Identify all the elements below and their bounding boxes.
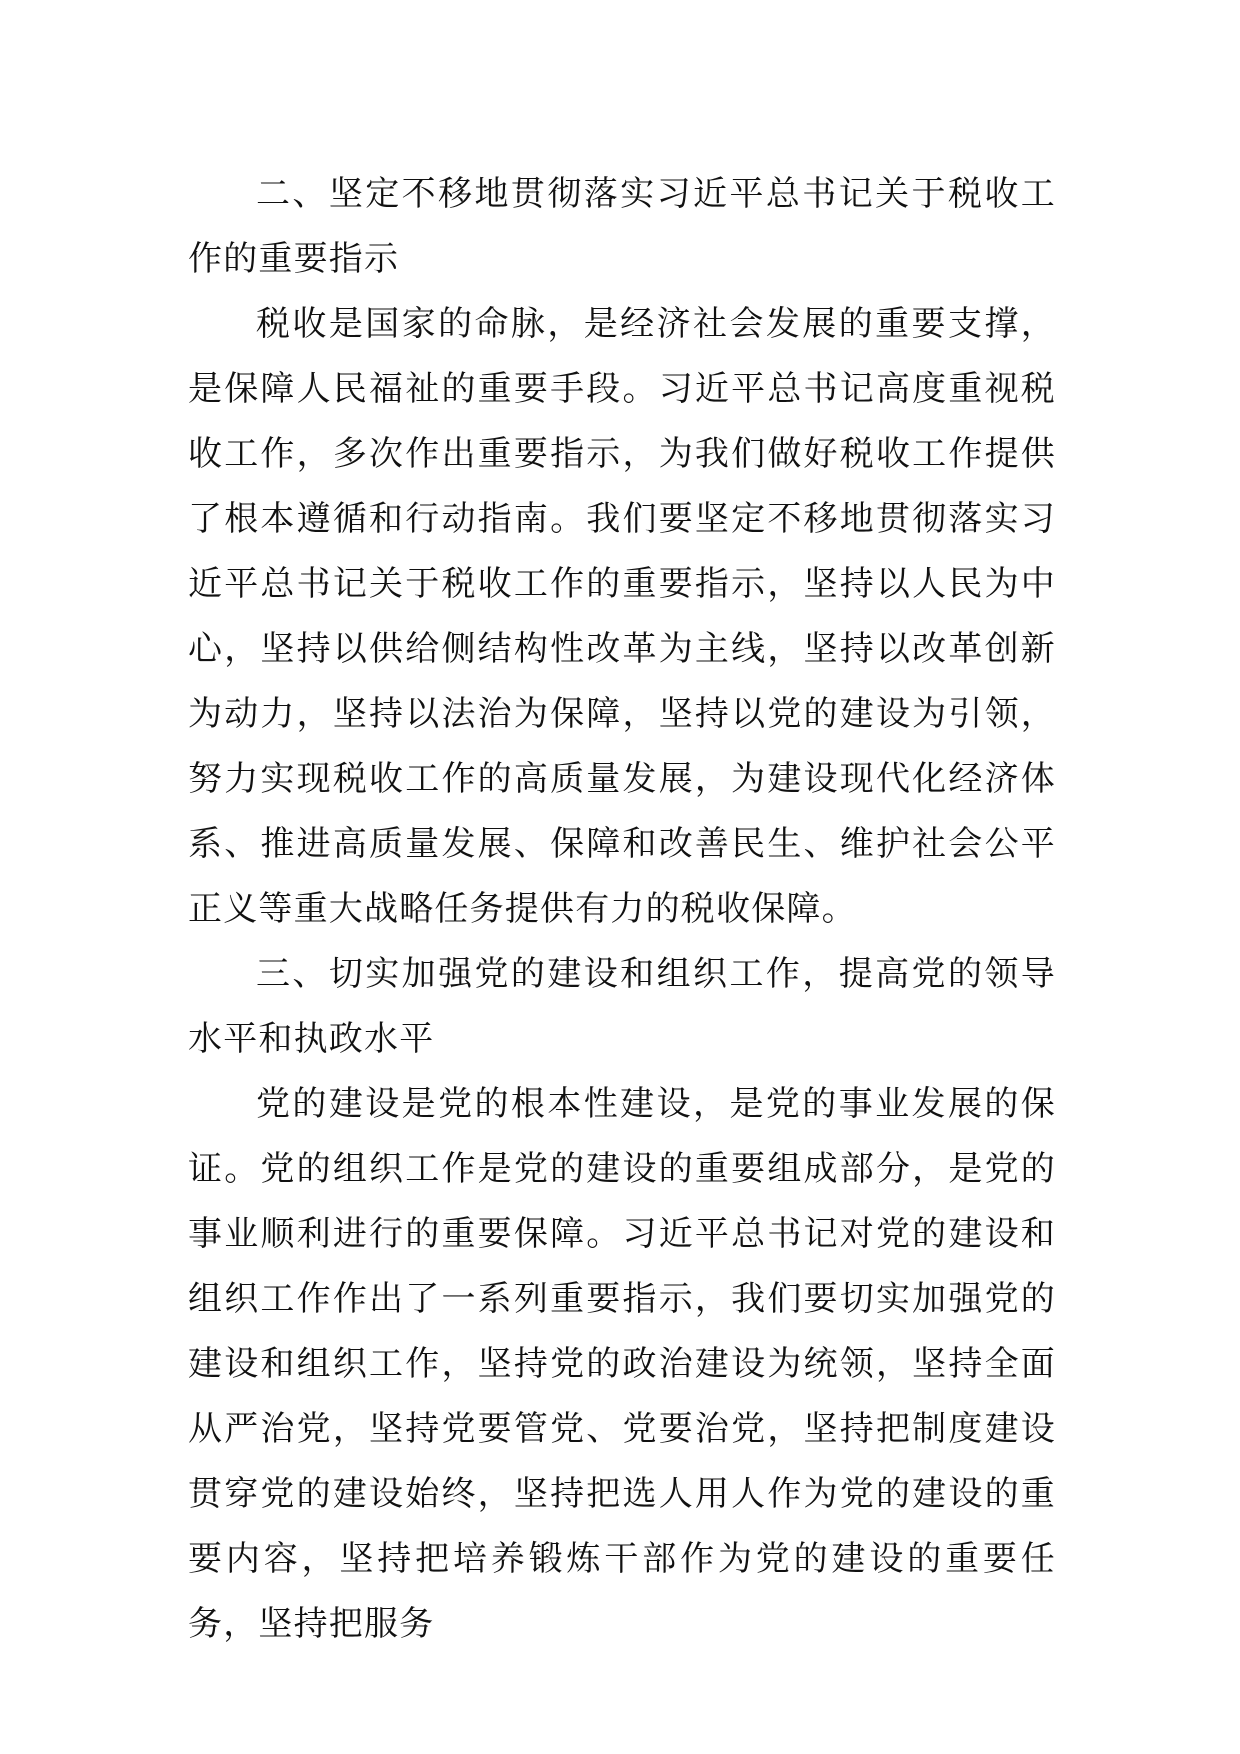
body-paragraph-2: 党的建设是党的根本性建设，是党的事业发展的保证。党的组织工作是党的建设的重要组成部分，是党的事业顺利进行的重要保障。习近平总书记对党的建设和组织工作作出了一系列重要指示，我们要切实加强党的建设和组织工作，坚持党的政治建设为统领，坚持全面从严治党，坚持党要管党、党要治党，坚持把制度建设贯穿党的建设始终，坚持把选人用人作为党的建设的重要内容，坚持把培养锻炼干部作为党的建设的重要任务，坚持把服务 (188, 1084, 1056, 1644)
section-heading-3: 三、切实加强党的建设和组织工作，提高党的领导水平和执政水平 (188, 954, 1056, 1059)
body-paragraph-1: 税收是国家的命脉，是经济社会发展的重要支撑，是保障人民福祉的重要手段。习近平总书记高度重视税收工作，多次作出重要指示，为我们做好税收工作提供了根本遵循和行动指南。我们要坚定不移地贯彻落实习近平总书记关于税收工作的重要指示，坚持以人民为中心，坚持以供给侧结构性改革为主线，坚持以改革创新为动力，坚持以法治为保障，坚持以党的建设为引领，努力实现税收工作的高质量发展，为建设现代化经济体系、推进高质量发展、保障和改善民生、维护社会公平正义等重大战略任务提供有力的税收保障。 (188, 304, 1056, 929)
section-heading-2: 二、坚定不移地贯彻落实习近平总书记关于税收工作的重要指示 (188, 174, 1056, 279)
document-body (188, 162, 1056, 1657)
